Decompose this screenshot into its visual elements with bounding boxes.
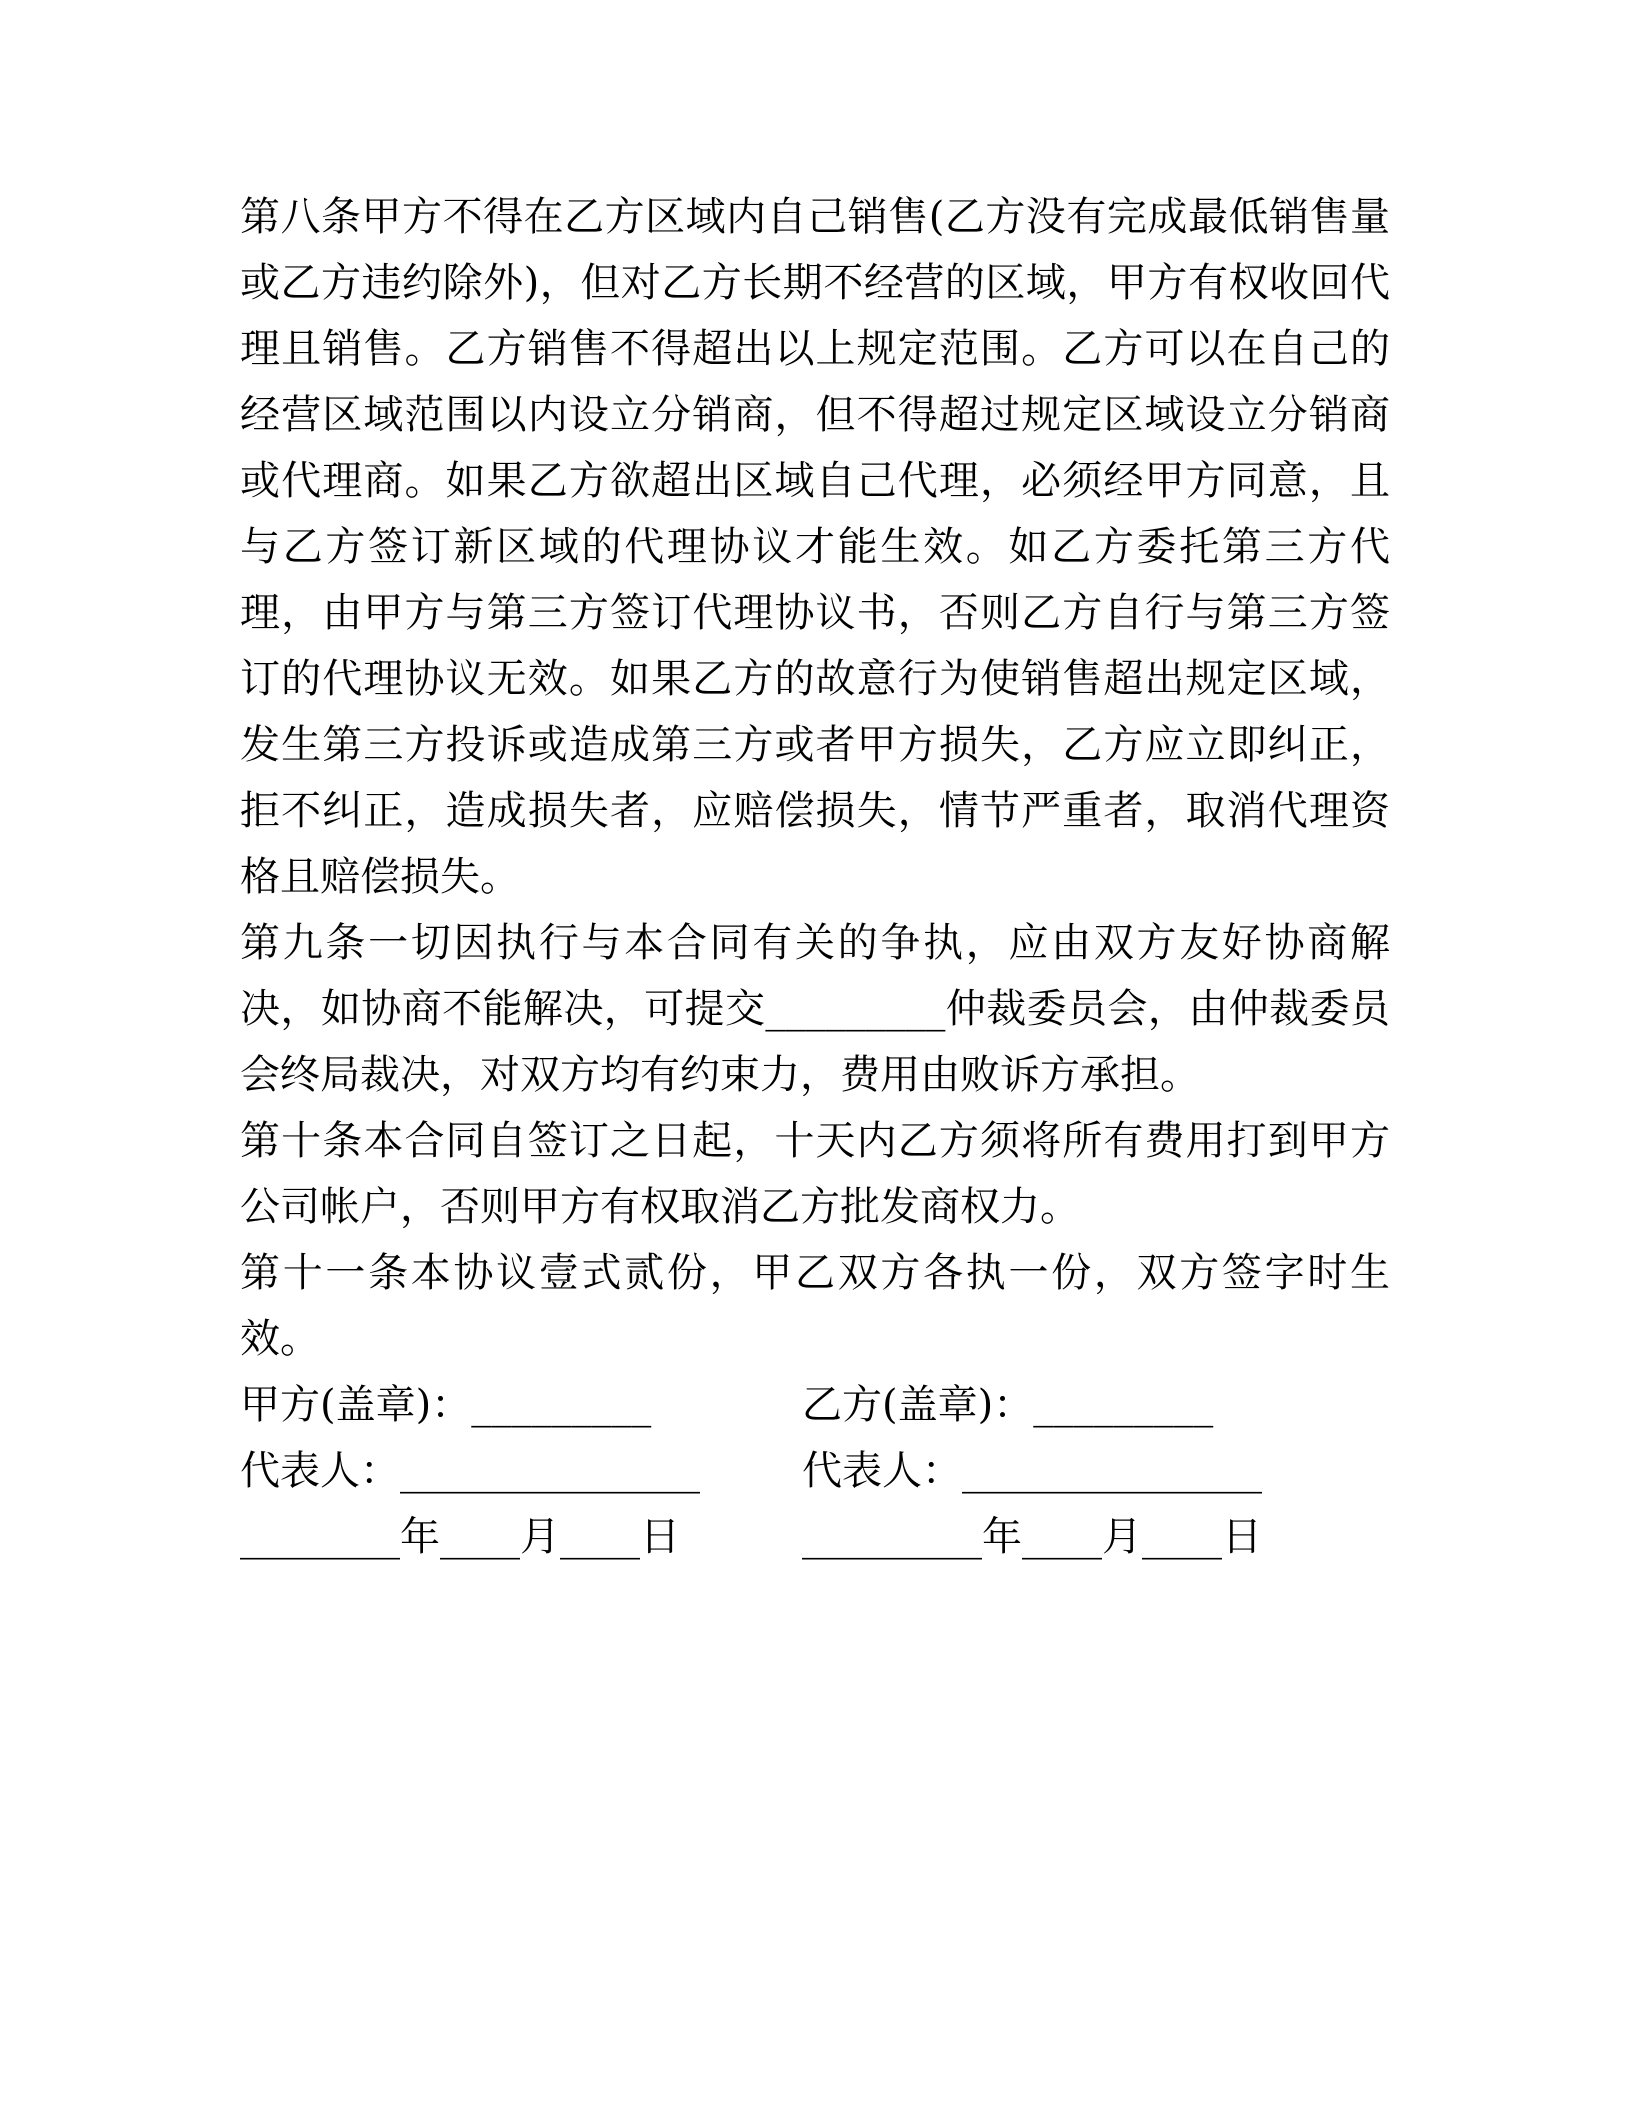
party-a-representative-line: 代表人：_______________	[240, 1448, 700, 1494]
party-b-date-line: _________年____月____日	[802, 1514, 1262, 1560]
party-b-representative-line: 代表人：_______________	[802, 1448, 1262, 1494]
signature-seal-row	[240, 1372, 1390, 1438]
article-8: 第八条甲方不得在乙方区域内自己销售(乙方没有完成最低销售量或乙方违约除外)，但对乙方长期不经营的区域，甲方有权收回代理且销售。乙方销售不得超出以上规定范围。乙方可以在自己的经营区域范围以内设立分销商，但不得超过规定区域设立分销商或代理商。如果乙方欲超出区域自己代理，必须经甲方同意，且与乙方签订新区域的代理协议才能生效。如乙方委托第三方代理，由甲方与第三方签订代理协议书，否则乙方自行与第三方签订的代理协议无效。如果乙方的故意行为使销售超出规定区域，发生第三方投诉或造成第三方或者甲方损失，乙方应立即纠正，拒不纠正，造成损失者，应赔偿损失，情节严重者，取消代理资格且赔偿损失。	[240, 194, 1390, 900]
contract-body	[240, 184, 1390, 1570]
signature-representative-row	[240, 1438, 1390, 1504]
signature-date-row	[240, 1504, 1390, 1570]
party-b-seal-line: 乙方(盖章)：_________	[802, 1382, 1214, 1428]
article-11: 第十一条本协议壹式贰份，甲乙双方各执一份，双方签字时生效。	[240, 1250, 1390, 1362]
article-10: 第十条本合同自签订之日起，十天内乙方须将所有费用打到甲方公司帐户，否则甲方有权取消乙方批发商权力。	[240, 1118, 1390, 1230]
article-9: 第九条一切因执行与本合同有关的争执，应由双方友好协商解决，如协商不能解决，可提交_________仲裁委员会，由仲裁委员会终局裁决，对双方均有约束力，费用由败诉方承担。	[240, 920, 1390, 1098]
party-a-seal-line: 甲方(盖章)：_________	[240, 1382, 652, 1428]
party-a-date-line: ________年____月____日	[240, 1514, 680, 1560]
